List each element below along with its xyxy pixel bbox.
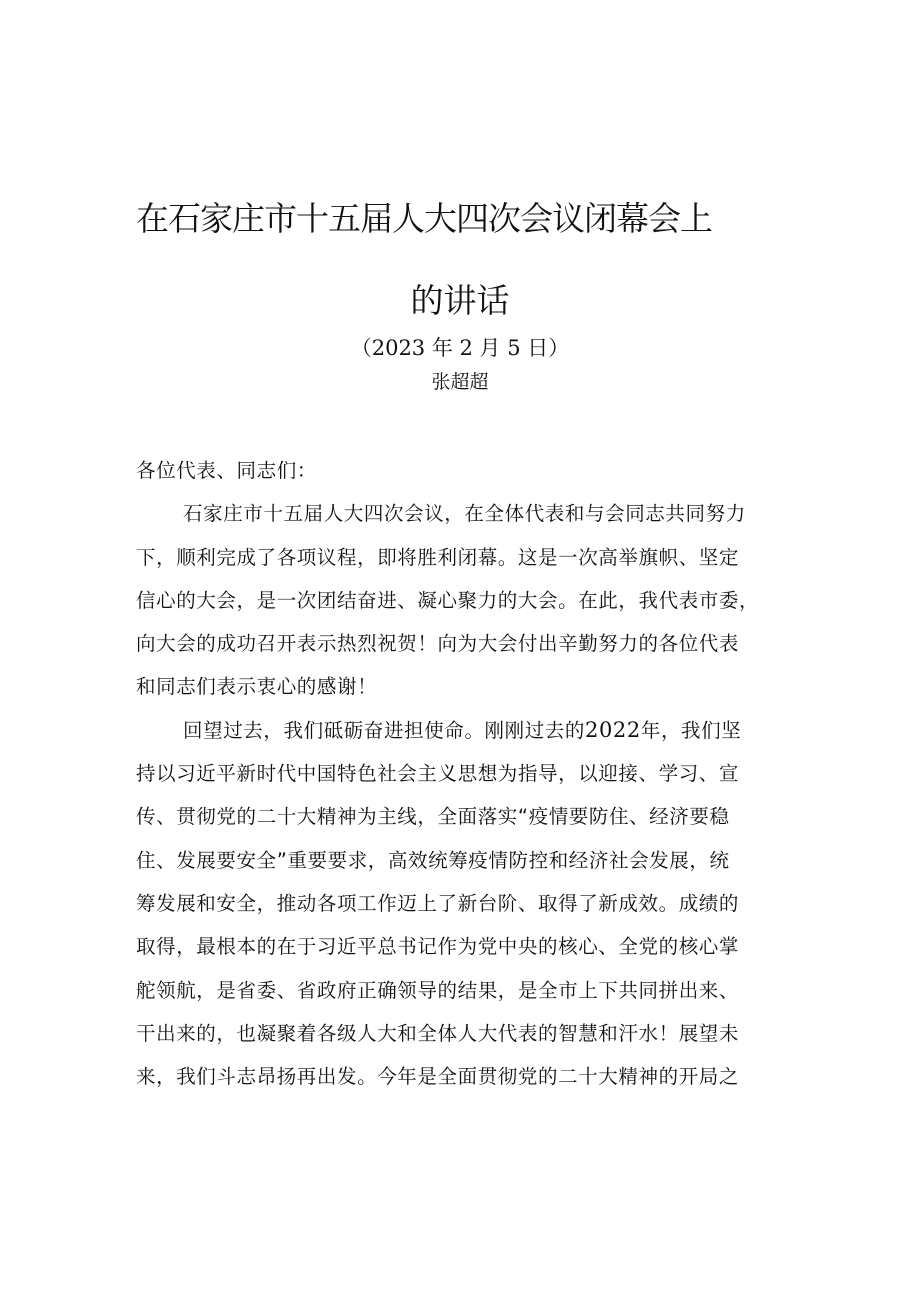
paragraph-2-line-4: 住、发展要安全”重要要求，高效统筹疫情防控和经济社会发展，统 bbox=[136, 848, 730, 872]
paragraph-1-line-2: 下，顺利完成了各项议程，即将胜利闭幕。这是一次高举旗帜、坚定 bbox=[136, 545, 740, 569]
paragraph-2-line-7: 舵领航，是省委、省政府正确领导的结果，是全市上下共同拼出来、 bbox=[136, 978, 740, 1002]
paragraph-2-year: 2022 bbox=[585, 717, 641, 742]
paragraph-2-line-1 bbox=[136, 709, 796, 752]
paragraph-2-line-1-suffix: 年，我们坚 bbox=[640, 718, 742, 742]
paragraph-1-line-4: 向大会的成功召开表示热烈祝贺！向为大会付出辛勤努力的各位代表 bbox=[136, 632, 740, 656]
speech-body bbox=[136, 449, 796, 1098]
paragraph-2-line-2: 持以习近平新时代中国特色社会主义思想为指导，以迎接、学习、宣 bbox=[136, 762, 740, 786]
paragraph-2-line-9: 来，我们斗志昂扬再出发。今年是全面贯彻党的二十大精神的开局之 bbox=[136, 1065, 740, 1089]
paragraph-1-line-1: 石家庄市十五届人大四次会议，在全体代表和与会同志共同努力 bbox=[183, 502, 746, 526]
document-title-line-1: 在石家庄市十五届人大四次会议闭幕会上 bbox=[136, 199, 712, 238]
salutation: 各位代表、同志们： bbox=[136, 459, 317, 482]
paragraph-1-line-3: 信心的大会，是一次团结奋进、凝心聚力的大会。在此，我代表市委， bbox=[136, 588, 760, 612]
paragraph-2-line-5: 筹发展和安全，推动各项工作迈上了新台阶、取得了新成效。成绩的 bbox=[136, 891, 740, 915]
paragraph-2-line-3: 传、贯彻党的二十大精神为主线，全面落实“疫情要防住、经济要稳 bbox=[136, 805, 730, 829]
paragraph-2-line-6: 取得，最根本的在于习近平总书记作为党中央的核心、全党的核心掌 bbox=[136, 935, 740, 959]
speaker-name: 张超超 bbox=[431, 371, 489, 393]
speech-date: （2023 年 2 月 5 日） bbox=[350, 336, 570, 360]
paragraph-1-line-5: 和同志们表示衷心的感谢！ bbox=[136, 675, 378, 699]
paragraph-2-line-1-prefix: 回望过去，我们砥砺奋进担使命。刚刚过去的 bbox=[183, 718, 586, 742]
document-title-line-2: 的讲话 bbox=[410, 281, 510, 320]
paragraph-2-line-8: 干出来的，也凝聚着各级人大和全体人大代表的智慧和汗水！展望未 bbox=[136, 1021, 740, 1045]
